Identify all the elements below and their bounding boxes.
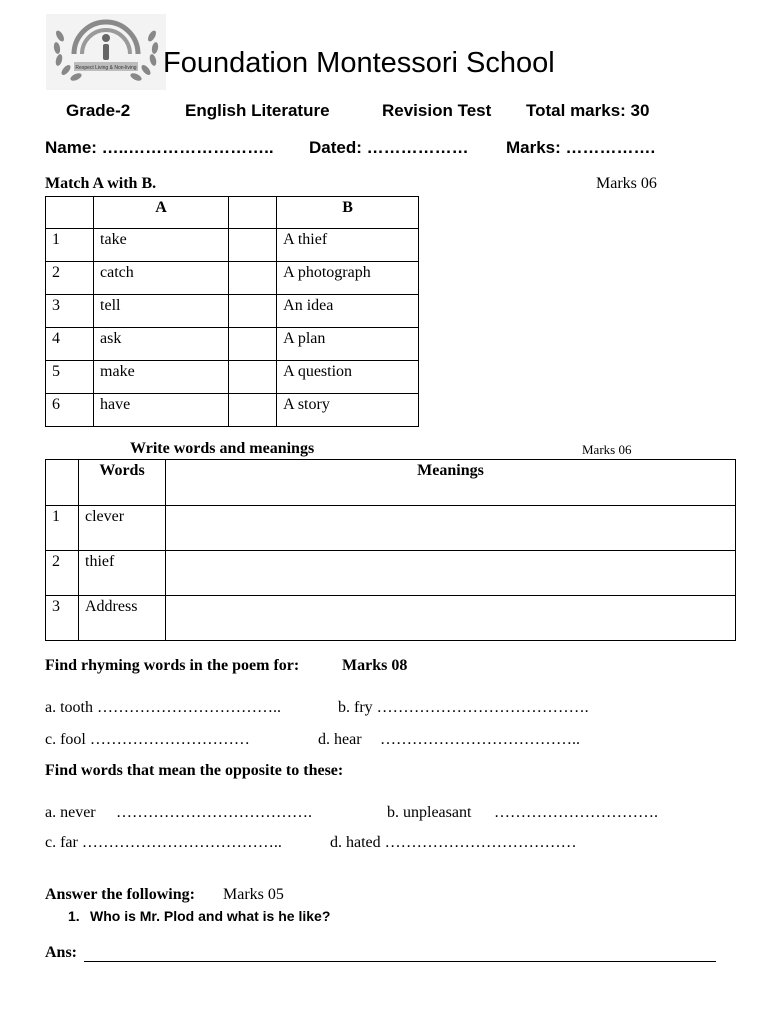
col-a-cell: catch (94, 262, 229, 295)
table-row (46, 262, 419, 295)
answer-cell[interactable] (229, 361, 277, 394)
col-a-cell: ask (94, 328, 229, 361)
table-row (46, 551, 736, 596)
opposite-item-a-blank[interactable]: ………………………………. (116, 804, 312, 821)
opposite-item-a-label: a. never (45, 804, 96, 821)
rhyme-item-a[interactable]: a. tooth …………………………….. (45, 699, 281, 716)
opposite-item-b-label: b. unpleasant (387, 804, 472, 821)
table-row (46, 229, 419, 262)
row-number: 6 (46, 394, 94, 427)
header-col-a: A (94, 197, 229, 229)
table-row (46, 361, 419, 394)
opposite-item-c[interactable]: c. far ……………………………….. (45, 834, 282, 851)
words-section-marks: Marks 06 (582, 442, 632, 457)
col-b-cell: A question (277, 361, 419, 394)
table-header-row (46, 460, 736, 506)
col-b-cell: A story (277, 394, 419, 427)
question-text: Who is Mr. Plod and what is he like? (90, 908, 331, 924)
row-number: 5 (46, 361, 94, 394)
row-number: 2 (46, 262, 94, 295)
meaning-answer-cell[interactable] (166, 506, 736, 551)
svg-text:Respect Living & Non-living: Respect Living & Non-living (75, 65, 137, 71)
answer-cell[interactable] (229, 229, 277, 262)
answer-cell[interactable] (229, 295, 277, 328)
row-number: 3 (46, 295, 94, 328)
answer-section-title: Answer the following: (45, 886, 195, 903)
row-number: 1 (46, 229, 94, 262)
school-logo (46, 14, 166, 90)
dated-field[interactable]: Dated: ……………… (309, 138, 469, 157)
rhyme-item-c[interactable]: c. fool ………………………… (45, 731, 250, 748)
header-words: Words (79, 460, 166, 506)
match-section-title: Match A with B. (45, 175, 157, 192)
table-row (46, 328, 419, 361)
match-section-marks: Marks 06 (596, 175, 657, 192)
header-number-cell (46, 197, 94, 229)
opposite-section-title: Find words that mean the opposite to these: (45, 762, 344, 779)
row-number: 2 (46, 551, 79, 596)
col-a-cell: take (94, 229, 229, 262)
answer-cell[interactable] (229, 262, 277, 295)
col-b-cell: An idea (277, 295, 419, 328)
col-b-cell: A thief (277, 229, 419, 262)
answer-label: Ans: (45, 944, 78, 961)
table-row (46, 506, 736, 551)
rhyme-item-d-label: d. hear (318, 731, 362, 748)
test-type-label: Revision Test (382, 101, 492, 120)
total-marks-label: Total marks: 30 (526, 101, 650, 120)
meaning-answer-cell[interactable] (166, 551, 736, 596)
rhyme-section-marks: Marks 08 (342, 657, 408, 674)
answer-section-marks: Marks 05 (223, 886, 284, 903)
table-row (46, 394, 419, 427)
rhyme-section-title: Find rhyming words in the poem for: (45, 657, 300, 674)
col-a-cell: make (94, 361, 229, 394)
marks-field[interactable]: Marks: ……………. (506, 138, 656, 157)
row-number: 4 (46, 328, 94, 361)
header-blank-cell (229, 197, 277, 229)
subject-label: English Literature (185, 101, 330, 120)
meaning-answer-cell[interactable] (166, 596, 736, 641)
words-table (45, 459, 736, 641)
school-name: Foundation Montessori School (163, 47, 555, 79)
row-number: 3 (46, 596, 79, 641)
header-meanings: Meanings (166, 460, 736, 506)
words-section-title: Write words and meanings (130, 440, 315, 457)
rhyme-item-b[interactable]: b. fry …………………………………. (338, 699, 589, 716)
name-field[interactable]: Name: …..…………………….. (45, 138, 274, 157)
question-number: 1. (68, 908, 80, 924)
header-number-cell (46, 460, 79, 506)
answer-cell[interactable] (229, 394, 277, 427)
opposite-item-d[interactable]: d. hated ……………………………… (330, 834, 577, 851)
col-b-cell: A photograph (277, 262, 419, 295)
table-row (46, 295, 419, 328)
match-table (45, 196, 419, 427)
grade-label: Grade-2 (66, 101, 131, 120)
answer-line[interactable] (84, 961, 716, 962)
header-col-b: B (277, 197, 419, 229)
col-a-cell: tell (94, 295, 229, 328)
word-cell: clever (79, 506, 166, 551)
row-number: 1 (46, 506, 79, 551)
col-a-cell: have (94, 394, 229, 427)
word-cell: Address (79, 596, 166, 641)
col-b-cell: A plan (277, 328, 419, 361)
table-header-row (46, 197, 419, 229)
answer-cell[interactable] (229, 328, 277, 361)
word-cell: thief (79, 551, 166, 596)
opposite-item-b-blank[interactable]: …………………………. (494, 804, 658, 821)
rhyme-item-d-blank[interactable]: ……………………………….. (380, 731, 580, 748)
table-row (46, 596, 736, 641)
